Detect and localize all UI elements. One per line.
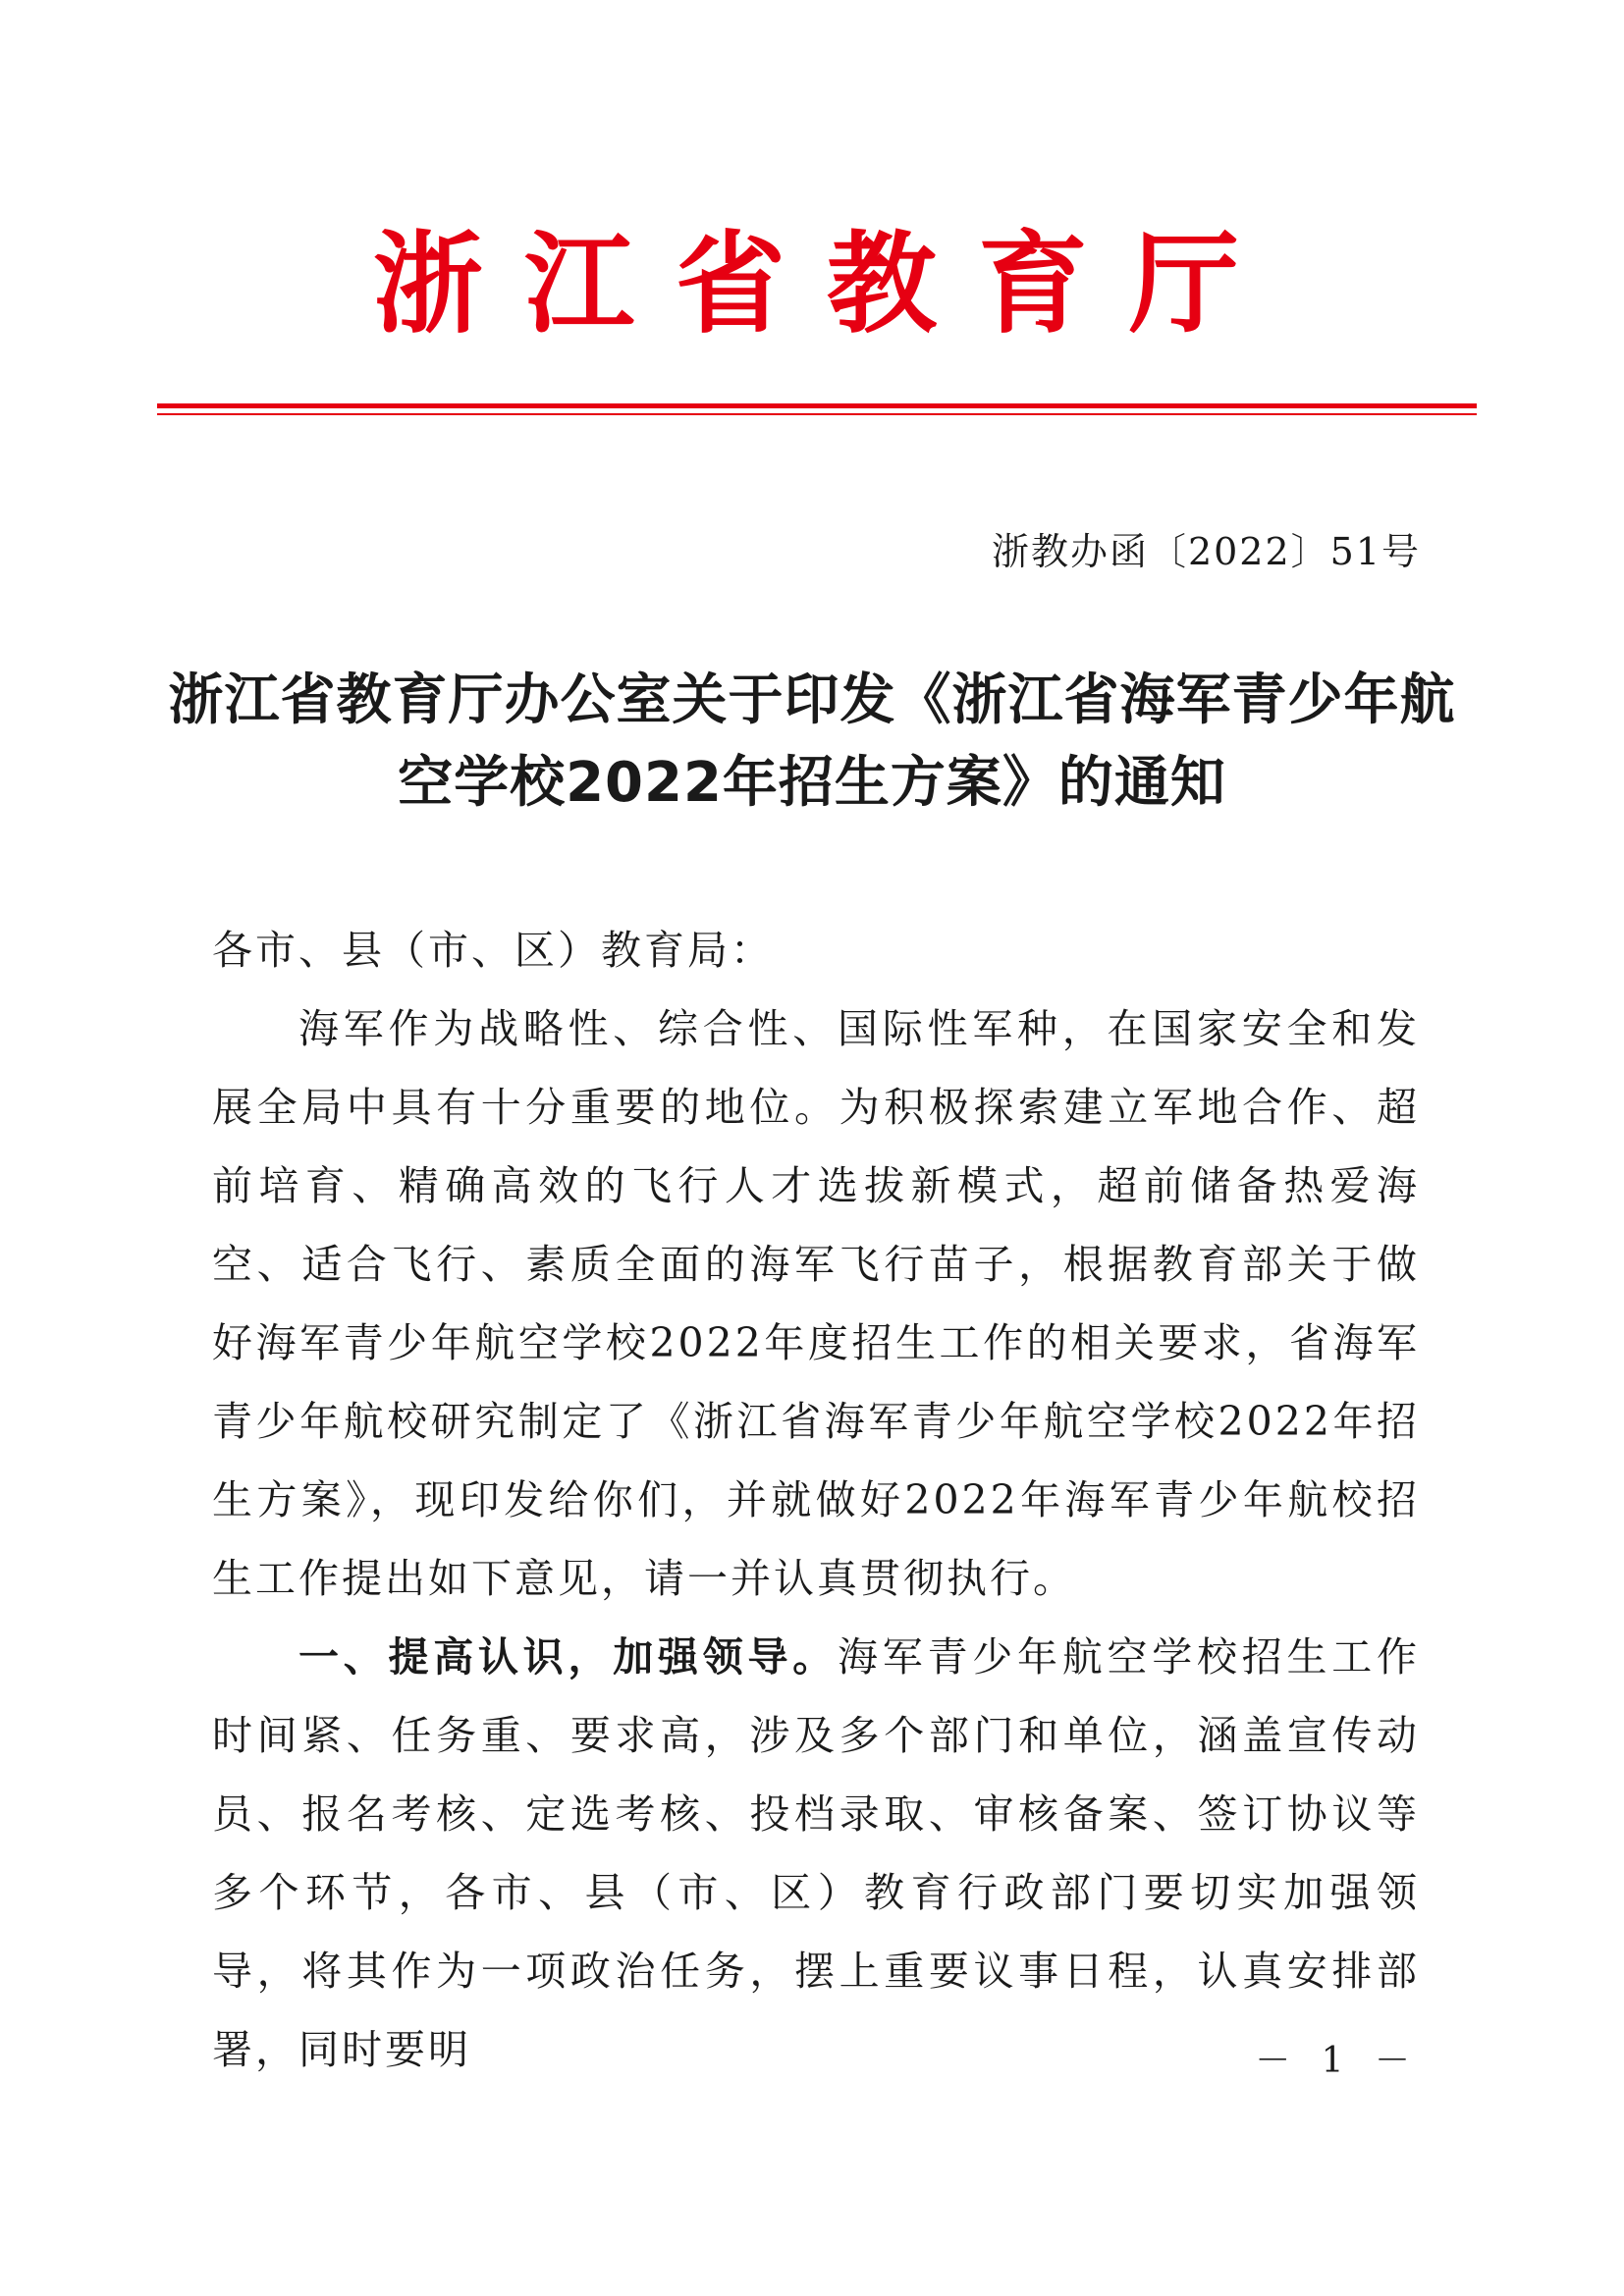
page-number: － 1 － <box>1255 2041 1420 2081</box>
red-header-rule-thin <box>157 413 1477 415</box>
section-1-text: 海军青少年航空学校招生工作时间紧、任务重、要求高，涉及多个部门和单位，涵盖宣传动员、报名考核、定选考核、投档录取、审核备案、签订协议等多个环节，各市、县（市、区）教育行政部门要切实加强领导，将其作为一项政治任务，摆上重要议事日程，认真安排部署，同时要明 <box>212 1633 1420 2073</box>
salutation: 各市、县（市、区）教育局： <box>212 927 774 974</box>
document-title: 浙江省教育厅办公室关于印发《浙江省海军青少年航空学校2022年招生方案》的通知 <box>168 668 1456 815</box>
paragraph-intro: 海军作为战略性、综合性、国际性军种，在国家安全和发展全局中具有十分重要的地位。为积极探索建立军地合作、超前培育、精确高效的飞行人才选拔新模式，超前储备热爱海空、适合飞行、素质全面的海军飞行苗子，根据教育部关于做好海军青少年航空学校2022年度招生工作的相关要求，省海军青少年航校研究制定了《浙江省海军青少年航空学校2022年招生方案》，现印发给你们，并就做好2022年海军青少年航校招生工作提出如下意见，请一并认真贯彻执行。 <box>212 1005 1420 1602</box>
document-body <box>212 911 1420 2089</box>
section-1-heading: 一、提高认识，加强领导。 <box>298 1633 838 1681</box>
paragraph-section-1 <box>212 1618 1420 2089</box>
red-header-rule-thick <box>157 403 1477 408</box>
issuing-authority-title: 浙江省教育厅 <box>373 221 1280 348</box>
document-number: 浙教办函〔2022〕51号 <box>991 530 1421 573</box>
